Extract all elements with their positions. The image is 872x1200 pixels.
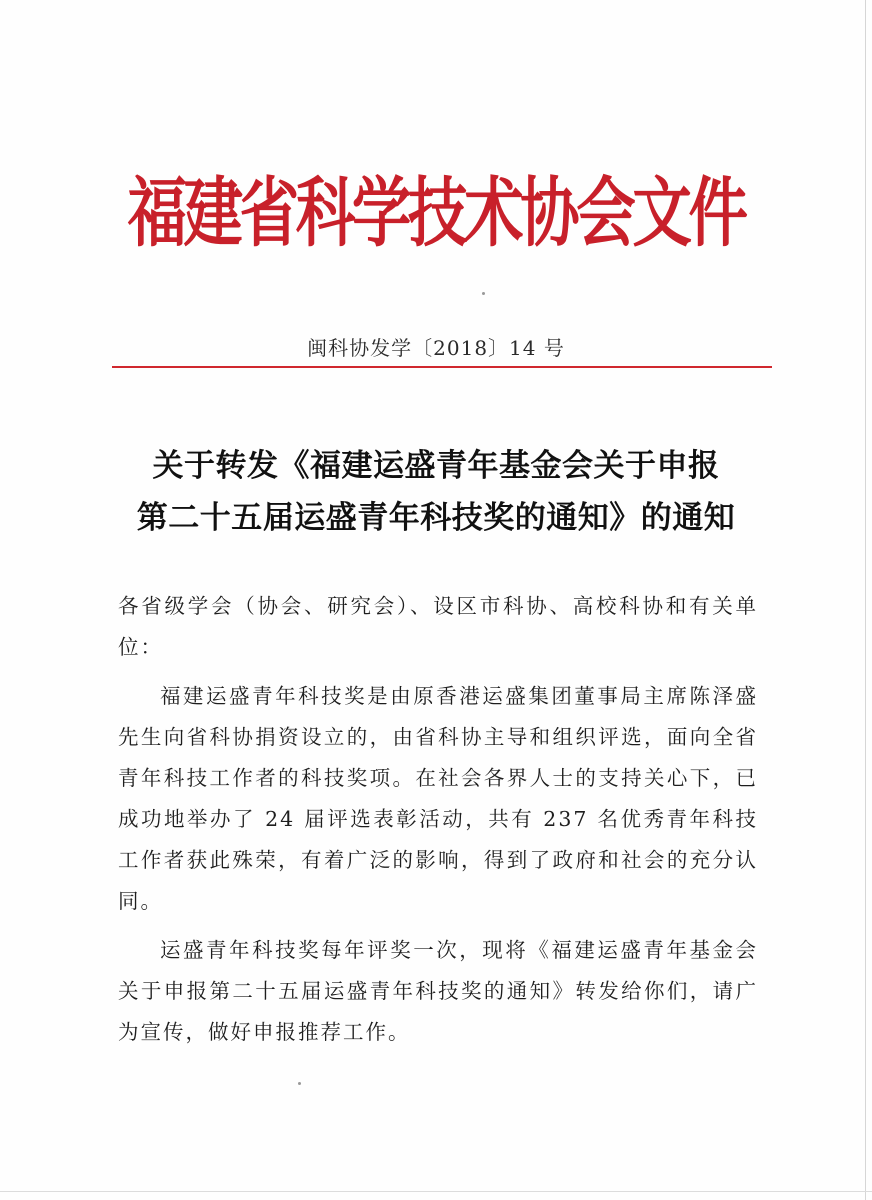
- salutation: 各省级学会（协会、研究会）、设区市科协、高校科协和有关单位：: [118, 594, 758, 659]
- heading-line-2: 第二十五届运盛青年科技奖的通知》的通知: [136, 500, 736, 536]
- scan-speck: [298, 1082, 301, 1085]
- heading-line-1: 关于转发《福建运盛青年基金会关于申报: [152, 448, 720, 484]
- issuer-header-title: [0, 168, 872, 258]
- red-divider-rule: [112, 366, 772, 368]
- scan-edge-bottom: [0, 1191, 872, 1192]
- issuer-header-text: 福建省科学技术协会文件: [127, 168, 745, 258]
- document-heading: [80, 440, 792, 544]
- scan-speck: [482, 292, 485, 295]
- body-paragraph-1: 福建运盛青年科技奖是由原香港运盛集团董事局主席陈泽盛先生向省科协捐资设立的，由省科协主导和组织评选，面向全省青年科技工作者的科技奖项。在社会各界人士的支持关心下，已成功地举办了 24 届评选表彰活动，共有 237 名优秀青年科技工作者获此殊荣，有着广泛的影响，得到了政府和社会的充分认同。: [118, 684, 758, 913]
- document-number: 闽科协发学〔2018〕14 号: [307, 336, 565, 360]
- body-paragraph-2: 运盛青年科技奖每年评奖一次，现将《福建运盛青年基金会关于申报第二十五届运盛青年科技奖的通知》转发给你们，请广为宣传，做好申报推荐工作。: [118, 938, 758, 1044]
- document-body: [118, 586, 758, 1053]
